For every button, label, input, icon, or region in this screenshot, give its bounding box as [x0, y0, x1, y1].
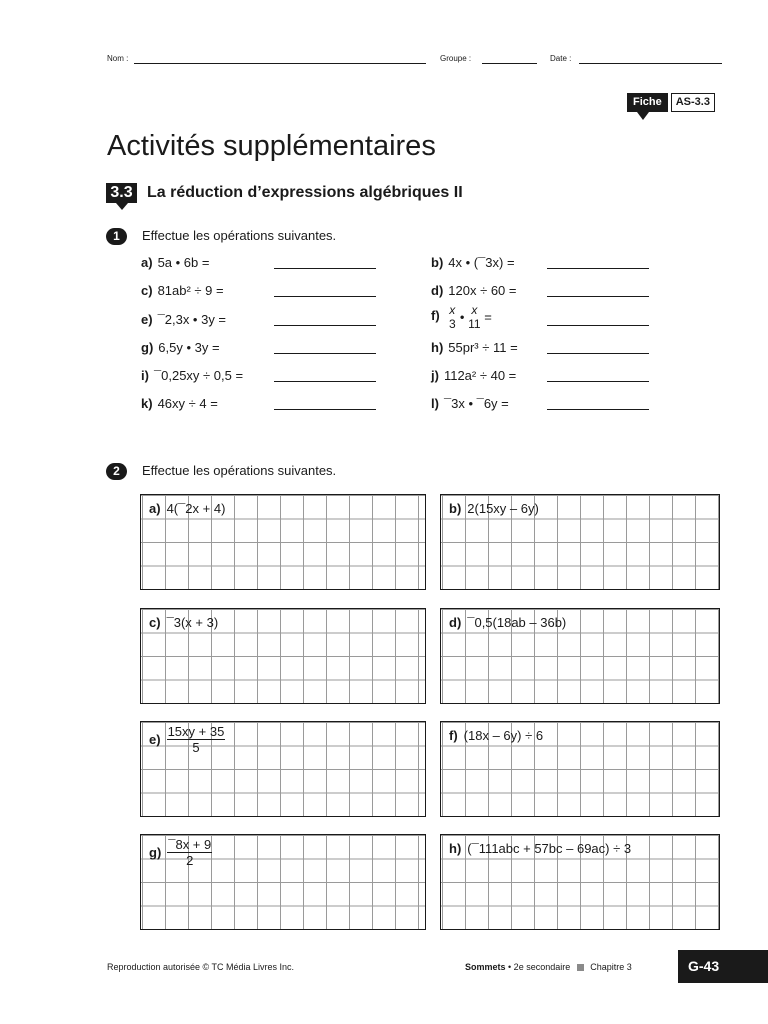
work-grid-f[interactable]: [440, 721, 720, 817]
question-1-instruction: Effectue les opérations suivantes.: [142, 228, 337, 243]
book-info: [465, 962, 632, 972]
q1-answer-e[interactable]: [274, 325, 376, 326]
chapter-label: Chapitre 3: [590, 962, 632, 972]
copyright: Reproduction autorisée © TC Média Livres Inc.: [107, 962, 295, 972]
q1-answer-k[interactable]: [274, 409, 376, 410]
q1-answer-c[interactable]: [274, 296, 376, 297]
q2-item-f: f) (18x – 6y) ÷ 6: [449, 728, 544, 743]
page-number: G-43: [678, 950, 768, 983]
q1-item-a: a) 5a • 6b =: [141, 255, 210, 270]
square-separator-icon: [577, 964, 584, 971]
fraction: $\frac{¯8x + 9}{2}$: [168, 837, 212, 868]
section-pointer-icon: [116, 203, 128, 210]
q1-item-b: b) 4x • (¯3x) =: [431, 255, 515, 270]
q2-item-a: a) 4(¯2x + 4): [149, 501, 226, 516]
q1-answer-h[interactable]: [547, 353, 649, 354]
section-title: La réduction d’expressions algébriques II: [147, 184, 463, 201]
q1-answer-d[interactable]: [547, 296, 649, 297]
fiche-code: AS-3.3: [671, 93, 715, 112]
q1-item-j: j) 112a² ÷ 40 =: [431, 368, 517, 383]
q1-answer-i[interactable]: [274, 381, 376, 382]
q1-item-c: c) 81ab² ÷ 9 =: [141, 283, 224, 298]
q1-answer-f[interactable]: [547, 325, 649, 326]
q2-item-b: b) 2(15xy – 6y): [449, 501, 539, 516]
fiche-tag: [627, 93, 715, 112]
work-grid-c[interactable]: [140, 608, 426, 704]
q1-item-i: i) ¯0,25xy ÷ 0,5 =: [141, 368, 244, 383]
q2-item-c: c) ¯3(x + 3): [149, 615, 219, 630]
q1-item-h: h) 55pr³ ÷ 11 =: [431, 340, 518, 355]
work-grid-e[interactable]: [140, 721, 426, 817]
q1-answer-g[interactable]: [274, 353, 376, 354]
q1-item-e: e) ¯2,3x • 3y =: [141, 312, 227, 327]
fraction: $\frac{15xy + 35}{5}$: [167, 724, 225, 755]
q2-item-d: d) ¯0,5(18ab – 36b): [449, 615, 567, 630]
q1-item-f: f) x 3 • x 11 =: [431, 303, 492, 331]
work-grid-a[interactable]: [140, 494, 426, 590]
groupe-field[interactable]: [482, 63, 537, 64]
q1-item-d: d) 120x ÷ 60 =: [431, 283, 517, 298]
date-field[interactable]: [579, 63, 722, 64]
work-grid-g[interactable]: [140, 834, 426, 930]
section-number: 3.3: [106, 183, 137, 203]
work-grid-d[interactable]: [440, 608, 720, 704]
date-label: Date :: [550, 54, 572, 63]
book-title: Sommets: [465, 962, 506, 972]
q2-item-h: h) (¯111abc + 57bc – 69ac) ÷ 3: [449, 841, 632, 856]
page-title: Activités supplémentaires: [107, 130, 436, 162]
work-grid-h[interactable]: [440, 834, 720, 930]
q1-answer-j[interactable]: [547, 381, 649, 382]
question-1-number: 1: [106, 228, 127, 245]
nom-label: Nom :: [107, 54, 129, 63]
work-grid-b[interactable]: [440, 494, 720, 590]
q1-answer-l[interactable]: [547, 409, 649, 410]
question-2-number: 2: [106, 463, 127, 480]
fiche-label: Fiche: [627, 93, 668, 112]
q1-item-l: l) ¯3x • ¯6y =: [431, 396, 509, 411]
q2-item-g: g) $\frac{¯8x + 9}{2}$: [149, 837, 212, 868]
nom-field[interactable]: [134, 63, 426, 64]
fraction: x 3: [448, 303, 456, 331]
q1-answer-b[interactable]: [547, 268, 649, 269]
q2-item-e: e) $\frac{15xy + 35}{5}$: [149, 724, 225, 755]
q1-item-k: k) 46xy ÷ 4 =: [141, 396, 218, 411]
q1-answer-a[interactable]: [274, 268, 376, 269]
fraction: x 11: [468, 303, 481, 331]
fiche-pointer-icon: [637, 112, 649, 120]
q1-item-g: g) 6,5y • 3y =: [141, 340, 220, 355]
question-2-instruction: Effectue les opérations suivantes.: [142, 463, 337, 478]
book-level: • 2e secondaire: [508, 962, 571, 972]
groupe-label: Groupe :: [440, 54, 472, 63]
